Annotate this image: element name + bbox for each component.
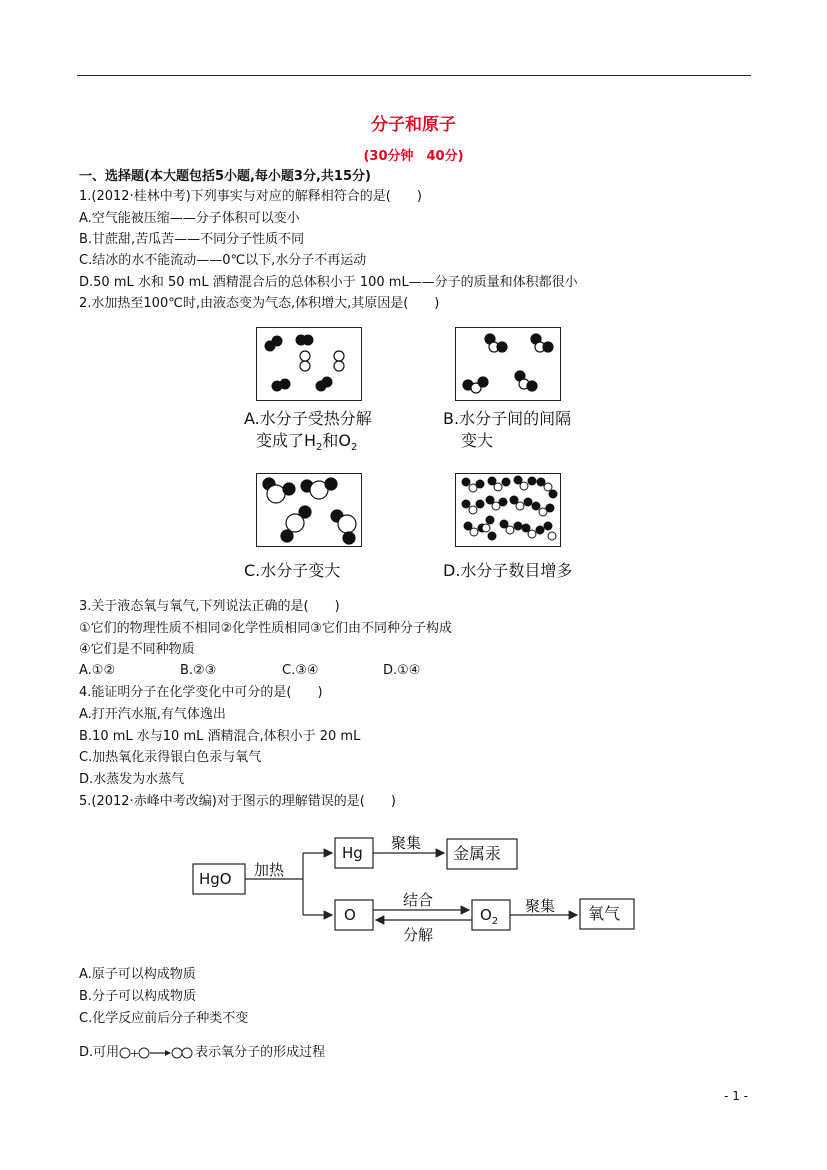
q2-caption-a-line1: A.水分子受热分解 (244, 409, 372, 428)
q2-stem: 2.水加热至100℃时,由液态变为气态,体积增大,其原因是( ) (79, 296, 440, 311)
q4-stem: 4.能证明分子在化学变化中可分的是( ) (79, 685, 323, 700)
q1-stem: 1.(2012·桂林中考)下列事实与对应的解释相符合的是( ) (79, 189, 422, 204)
label-hgo: HgO (199, 870, 232, 888)
page-subtitle: (30分钟 40分) (363, 149, 464, 164)
label-oxygen: 氧气 (588, 904, 621, 923)
q3-option-b: B.②③ (180, 663, 217, 678)
label-decompose: 分解 (403, 926, 434, 944)
q2-caption-b-line1: B.水分子间的间隔 (443, 409, 572, 428)
q3-statement-1: ①它们的物理性质不相同②化学性质相同③它们由不同种分子构成 (79, 621, 452, 636)
label-gather-2: 聚集 (525, 897, 556, 915)
q1-option-d: D.50 mL 水和 50 mL 酒精混合后的总体积小于 100 mL——分子的质量和体积都很小 (79, 275, 578, 290)
q3-statement-2: ④它们是不同种物质 (79, 642, 195, 657)
q5-option-a: A.原子可以构成物质 (79, 967, 196, 982)
page-title: 分子和原子 (371, 115, 456, 135)
q5-stem: 5.(2012·赤峰中考改编)对于图示的理解错误的是( ) (79, 794, 396, 809)
q1-option-c: C.结冰的水不能流动——0℃以下,水分子不再运动 (79, 253, 367, 268)
q2-caption-d: D.水分子数目增多 (443, 561, 573, 580)
q5-option-d: D.可用 + 表示氧分子的形成过程 (79, 1045, 326, 1060)
q5-option-c: C.化学反应前后分子种类不变 (79, 1011, 249, 1026)
page-number: - 1 - (724, 1089, 748, 1103)
label-o: O (344, 906, 356, 924)
oxygen-formation-equation-icon (119, 1046, 195, 1060)
q4-option-c: C.加热氧化汞得银白色汞与氧气 (79, 750, 262, 765)
q4-option-b: B.10 mL 水与10 mL 酒精混合,体积小于 20 mL (79, 729, 361, 744)
q2-caption-b-line2: 变大 (461, 431, 494, 450)
q3-stem: 3.关于液态氧与氧气,下列说法正确的是( ) (79, 599, 340, 614)
q1-option-a: A.空气能被压缩——分子体积可以变小 (79, 211, 300, 226)
label-combine: 结合 (403, 891, 434, 909)
q2-caption-c: C.水分子变大 (244, 561, 341, 580)
label-heat: 加热 (254, 861, 285, 879)
section-heading: 一、选择题(本大题包括5小题,每小题3分,共15分) (79, 169, 371, 184)
label-hg: Hg (342, 844, 363, 862)
q4-option-d: D.水蒸发为水蒸气 (79, 772, 185, 787)
label-o2: $O_2$ (480, 906, 499, 927)
q3-option-a: A.①② (79, 663, 116, 678)
q3-option-c: C.③④ (282, 663, 319, 678)
q2-caption-a-line2: 变成了$H_2$和$O_2$ (256, 431, 358, 454)
label-metal-mercury: 金属汞 (453, 844, 502, 863)
q4-option-a: A.打开汽水瓶,有气体逸出 (79, 707, 226, 722)
label-gather-1: 聚集 (391, 834, 422, 852)
svg-text:+: + (130, 1046, 140, 1060)
q1-option-b: B.甘蔗甜,苦瓜苦——不同分子性质不同 (79, 232, 305, 247)
q3-option-d: D.①④ (383, 663, 421, 678)
q5-option-b: B.分子可以构成物质 (79, 989, 197, 1004)
